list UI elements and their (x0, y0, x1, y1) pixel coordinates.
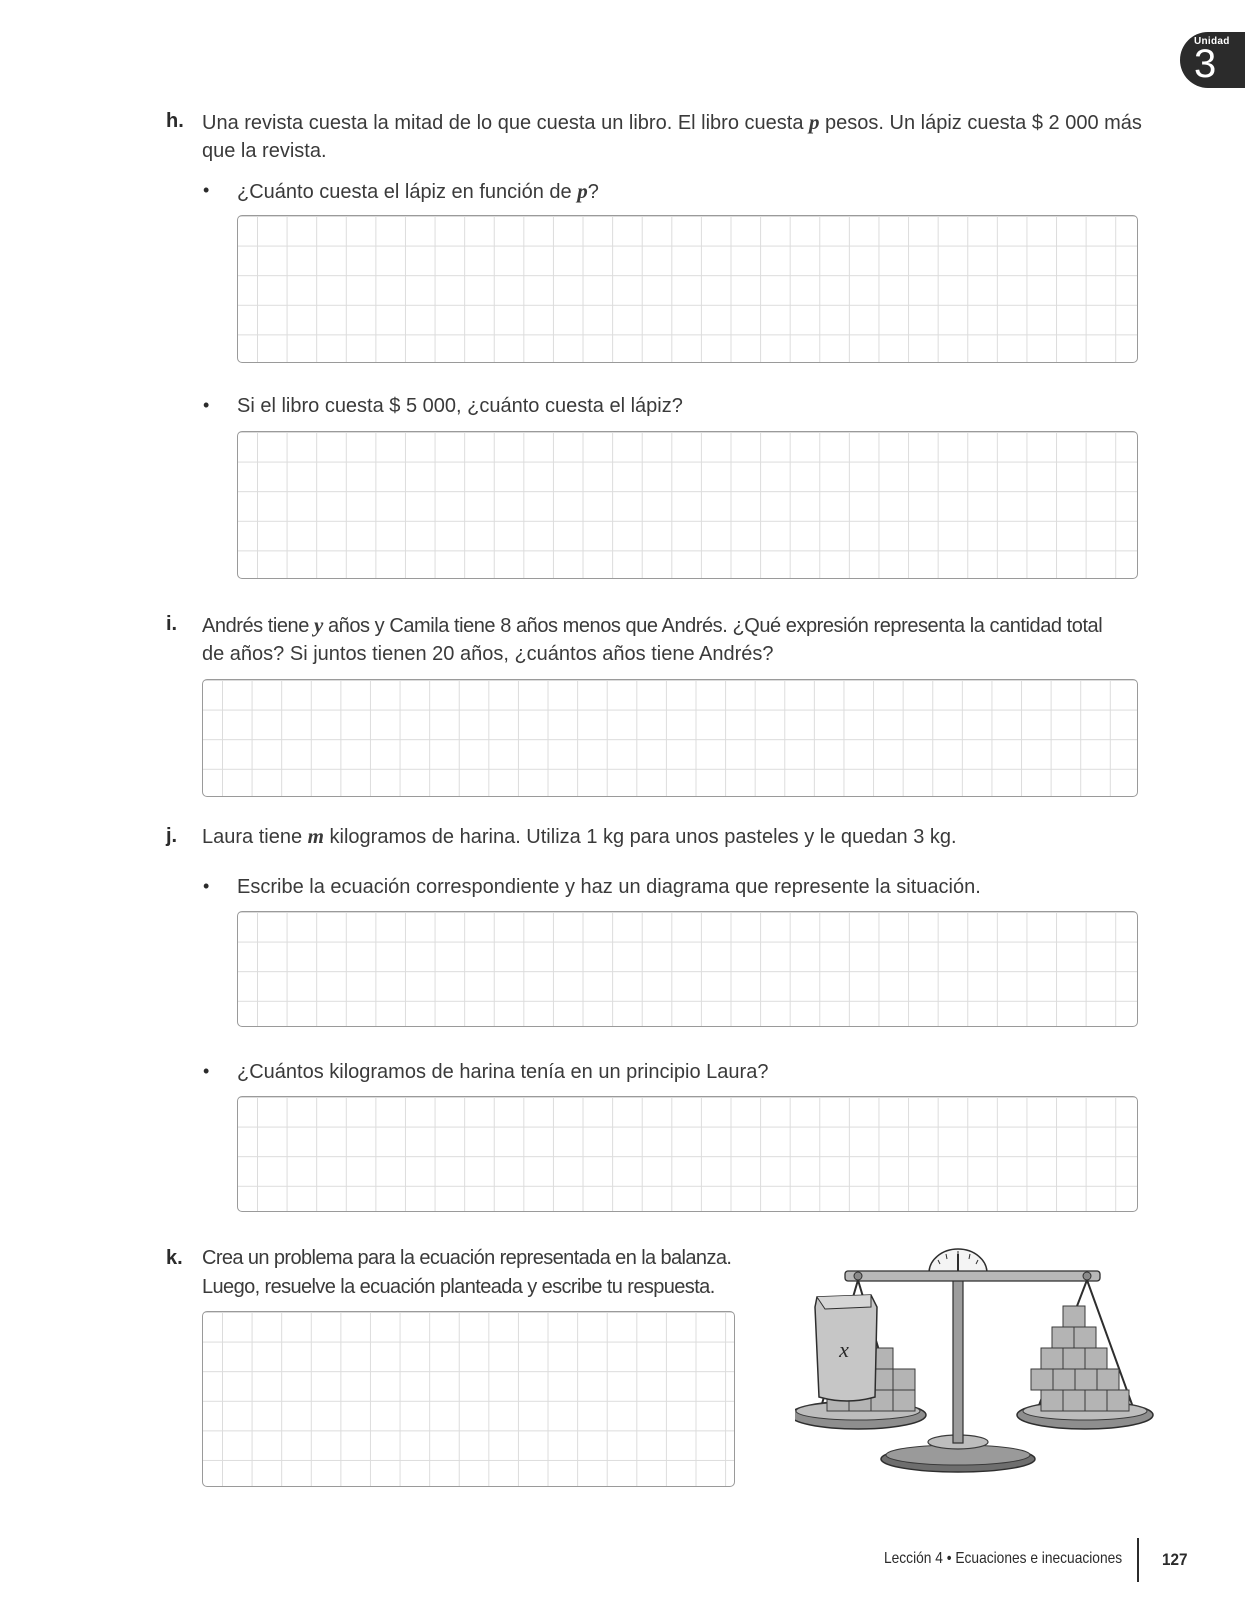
bullet-j1: • (203, 876, 210, 896)
question-h-line1 (202, 108, 1142, 138)
answer-grid-j2[interactable] (237, 1096, 1138, 1212)
question-h-bullet-2: Si el libro cuesta $ 5 000, ¿cuánto cuesta el lápiz? (237, 395, 683, 417)
question-h-text-a: Una revista cuesta la mitad de lo que cuesta un libro. El libro cuesta (202, 112, 809, 134)
bullet-h2: • (203, 395, 210, 415)
answer-grid-h1[interactable] (237, 215, 1138, 363)
bullet-j2: • (203, 1061, 210, 1081)
question-j-line1 (202, 822, 957, 852)
unit-number: 3 (1194, 42, 1217, 86)
question-j-letter: j. (166, 825, 178, 847)
answer-grid-i[interactable] (202, 679, 1138, 797)
question-i-line2: de años? Si juntos tienen 20 años, ¿cuántos años tiene Andrés? (202, 643, 774, 665)
question-i-letter: i. (166, 613, 178, 635)
scale-beam (845, 1271, 1100, 1281)
answer-grid-h2[interactable] (237, 431, 1138, 579)
question-h-variable: p (809, 110, 820, 134)
question-h-line2: que la revista. (202, 140, 327, 162)
question-j-bullet-2: ¿Cuántos kilogramos de harina tenía en un principio Laura? (237, 1061, 769, 1083)
balance-scale-illustration (795, 1237, 1155, 1477)
question-h-bullet-1 (237, 177, 599, 207)
footer-lesson: Lección 4 • Ecuaciones e inecuaciones (884, 1550, 1123, 1567)
scale-right-cubes (1031, 1306, 1129, 1411)
question-j-variable: m (307, 824, 324, 848)
question-h-bullet-1-a: ¿Cuánto cuesta el lápiz en función de (237, 181, 578, 203)
question-h-text-b: pesos. Un lápiz cuesta $ 2 000 más (819, 112, 1142, 134)
question-i-line1 (202, 611, 1102, 641)
unit-label: Unidad (1194, 36, 1230, 47)
answer-grid-j1[interactable] (237, 911, 1138, 1027)
question-j-text-a: Laura tiene (202, 826, 308, 848)
question-i-text-b: años y Camila tiene 8 años menos que Andrés. ¿Qué expresión representa la cantidad total (322, 615, 1103, 637)
page-number: 127 (1162, 1550, 1188, 1569)
question-k-line2: Luego, resuelve la ecuación planteada y escribe tu respuesta. (202, 1276, 715, 1298)
question-k-letter: k. (166, 1247, 183, 1269)
question-i-text-a: Andrés tiene (202, 615, 315, 637)
question-j-bullet-1: Escribe la ecuación correspondiente y haz un diagrama que represente la situación. (237, 876, 981, 898)
scale-post (953, 1271, 963, 1443)
question-i-variable: y (314, 613, 323, 637)
bullet-h1: • (203, 180, 210, 200)
question-h-letter: h. (166, 110, 184, 132)
question-j-text-b: kilogramos de harina. Utiliza 1 kg para unos pasteles y le quedan 3 kg. (323, 826, 957, 848)
bag-label: x (839, 1337, 849, 1362)
question-k-line1: Crea un problema para la ecuación representada en la balanza. (202, 1247, 732, 1269)
unit-tab (1180, 32, 1245, 88)
question-h-bullet-1-variable: p (577, 179, 588, 203)
footer-divider (1137, 1538, 1139, 1582)
question-h-bullet-1-b: ? (587, 181, 599, 203)
answer-grid-k[interactable] (202, 1311, 735, 1487)
